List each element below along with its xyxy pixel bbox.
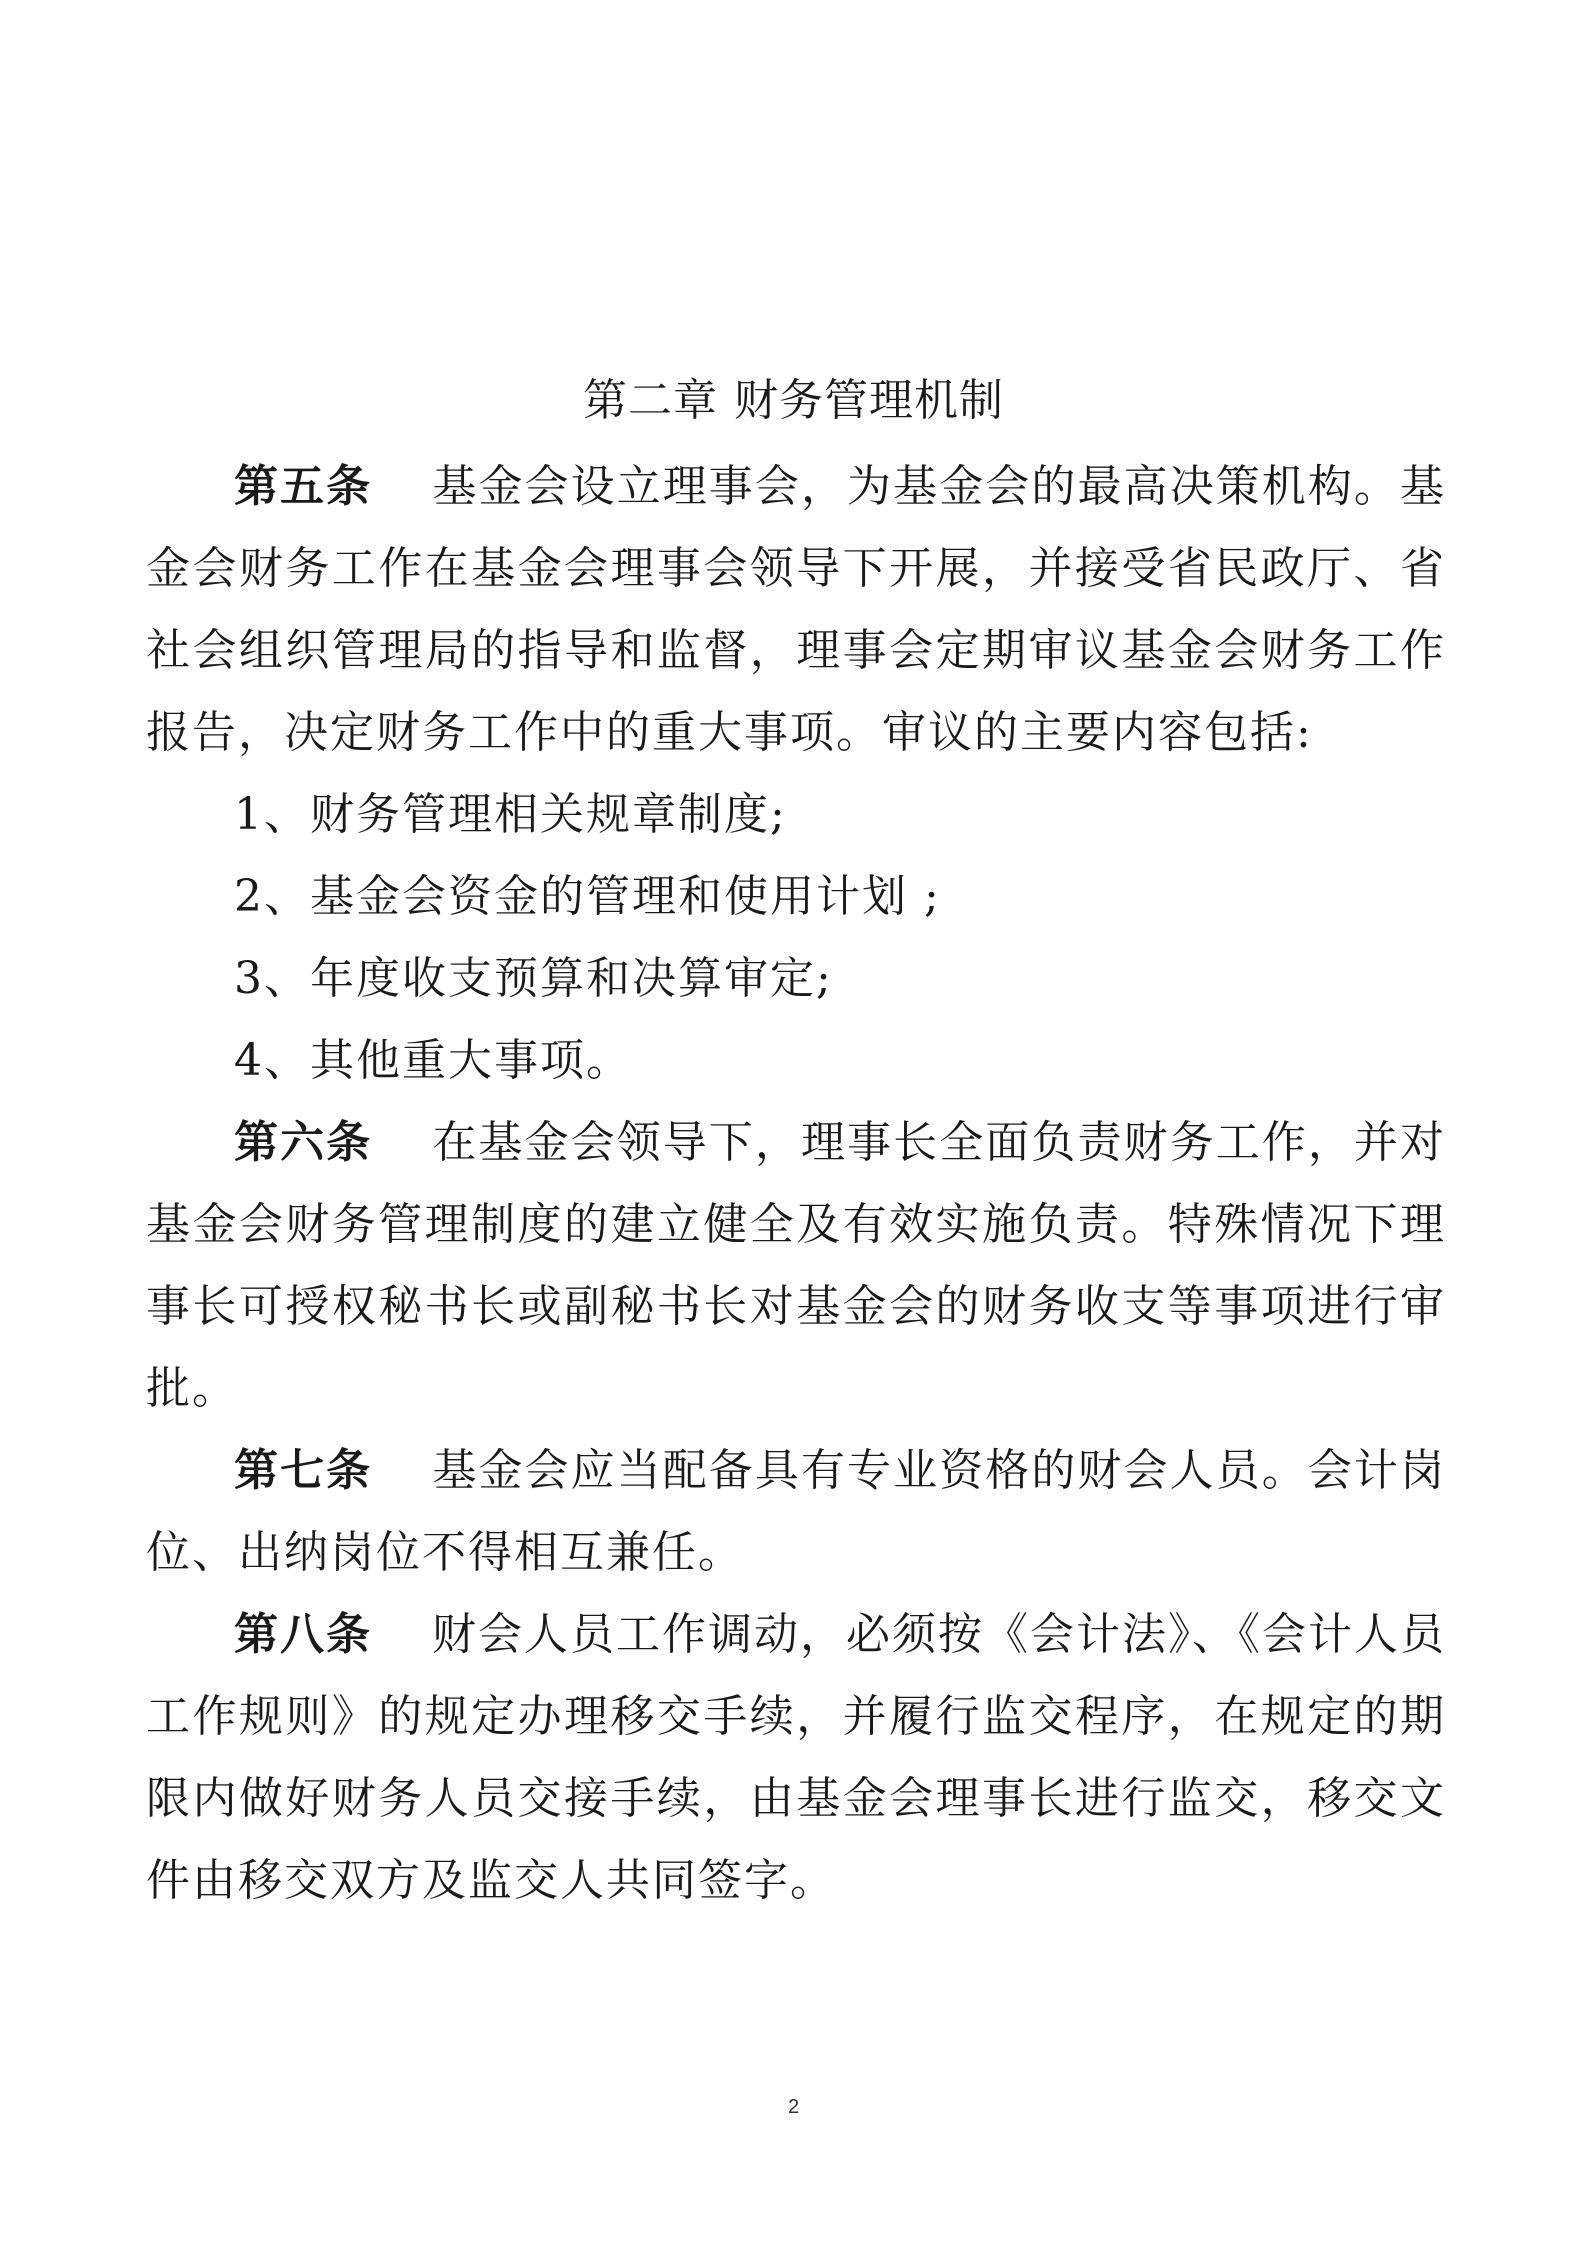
article-8-number: 第八条 — [234, 1609, 372, 1660]
article-5-item-4: 4、其他重大事项。 — [234, 1035, 632, 1086]
article-5-text: 基金会设立理事会，为基金会的最高决策机构。基金会财务工作在基金会理事会领导下开展，并接受省民政厅、省社会组织管理局的指导和监督，理事会定期审议基金会财务工作报告，决定财务工作中的重大事项。审议的主要内容包括: — [146, 461, 1447, 758]
article-5-item-1: 1、财务管理相关规章制度; — [234, 789, 787, 840]
page-number: 2 — [787, 2096, 800, 2118]
article-5-item-2: 2、基金会资金的管理和使用计划 ; — [234, 871, 941, 922]
article-6-text: 在基金会领导下，理事长全面负责财务工作，并对基金会财务管理制度的建立健全及有效实施负责。特殊情况下理事长可授权秘书长或副秘书长对基金会的财务收支等事项进行审批。 — [146, 1117, 1447, 1414]
article-5-item-3: 3、年度收支预算和决算审定; — [234, 953, 833, 1004]
article-7-text: 基金会应当配备具有专业资格的财会人员。会计岗位、出纳岗位不得相互兼任。 — [146, 1445, 1447, 1578]
article-7-number: 第七条 — [234, 1445, 373, 1496]
article-6-number: 第六条 — [234, 1117, 373, 1168]
article-8 — [146, 1594, 1446, 1922]
article-7 — [146, 1430, 1446, 1594]
article-5-number: 第五条 — [234, 461, 373, 512]
chapter-name: 财务管理机制 — [734, 375, 1004, 426]
article-8-text: 财会人员工作调动，必须按《会计法》、《会计人员工作规则》的规定办理移交手续，并履行监交程序，在规定的期限内做好财务人员交接手续，由基金会理事长进行监交，移交文件由移交双方及监交人共同签字。 — [146, 1609, 1446, 1906]
chapter-title — [0, 368, 1587, 434]
document-body — [146, 446, 1446, 1922]
article-6 — [146, 1102, 1446, 1430]
chapter-number: 第二章 — [583, 375, 718, 426]
article-5 — [146, 446, 1446, 774]
